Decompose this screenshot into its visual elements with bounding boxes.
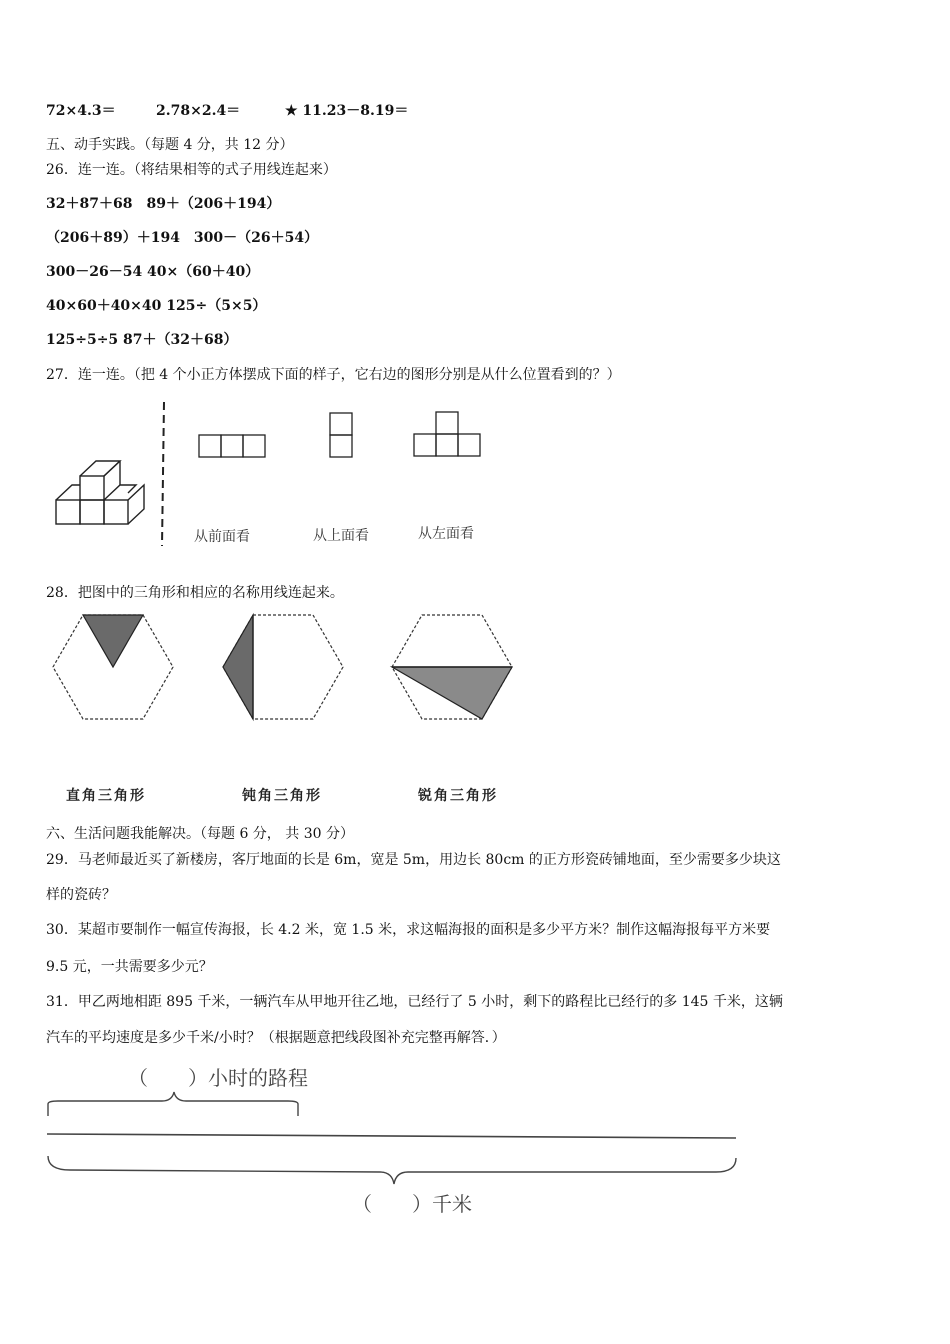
view-label-left: 从左面看	[418, 526, 474, 542]
calc-item-2: 2.78×2.4＝	[156, 103, 241, 119]
main-segment-line	[47, 1134, 736, 1138]
triangle-name-obtuse: 钝角三角形	[242, 788, 322, 804]
q26-row-5: 125÷5÷5 87＋（32＋68）	[46, 332, 238, 348]
q26-row-4: 40×60＋40×40 125÷（5×5）	[46, 298, 267, 314]
q26-row-1: 32＋87＋68 89＋（206＋194）	[46, 196, 281, 212]
calc-item-1: 72×4.3＝	[46, 103, 116, 119]
triangle-name-right: 直角三角形	[66, 788, 146, 804]
q31-line-1: 31．甲乙两地相距 895 千米，一辆汽车从甲地开往乙地，已经行了 5 小时，剩下的路程比已经行的多 145 千米，这辆	[46, 994, 783, 1010]
bottom-brace	[48, 1156, 736, 1184]
q30-line-1: 30．某超市要制作一幅宣传海报，长 4.2 米，宽 1.5 米，求这幅海报的面积是多少平方米？制作这幅海报每平方米要	[46, 922, 771, 938]
calc-item-3: ★ 11.23－8.19＝	[285, 103, 409, 119]
q27-title: 27．连一连。（把 4 个小正方体摆成下面的样子，它右边的图形分别是从什么位置看到的？）	[46, 367, 621, 383]
q26-row-2: （206＋89）＋194 300－（26＋54）	[46, 230, 319, 246]
q29-line-1: 29．马老师最近买了新楼房，客厅地面的长是 6m，宽是 5m，用边长 80cm 的正方形瓷砖铺地面，至少需要多少块这	[46, 852, 781, 868]
q26-row-3: 300－26－54 40×（60＋40）	[46, 264, 260, 280]
view-label-front: 从前面看	[194, 529, 250, 545]
q28-title: 28．把图中的三角形和相应的名称用线连起来。	[46, 585, 344, 601]
section-5-heading: 五、动手实践。（每题 4 分，共 12 分）	[46, 137, 294, 153]
q26-title: 26．连一连。（将结果相等的式子用线连起来）	[46, 162, 337, 178]
top-brace	[48, 1092, 298, 1116]
section-6-heading: 六、生活问题我能解决。（每题 6 分， 共 30 分）	[46, 826, 354, 842]
q29-line-2: 样的瓷砖？	[46, 887, 116, 903]
diagram-bottom-label: （ ）千米	[352, 1192, 472, 1216]
view-label-top: 从上面看	[313, 528, 369, 544]
diagram-top-label: （ ）小时的路程	[128, 1066, 308, 1090]
q31-line-2: 汽车的平均速度是多少千米/小时？（根据题意把线段图补充完整再解答．）	[46, 1030, 506, 1046]
q30-line-2: 9.5 元，一共需要多少元？	[46, 959, 213, 975]
triangle-name-acute: 锐角三角形	[418, 788, 498, 804]
